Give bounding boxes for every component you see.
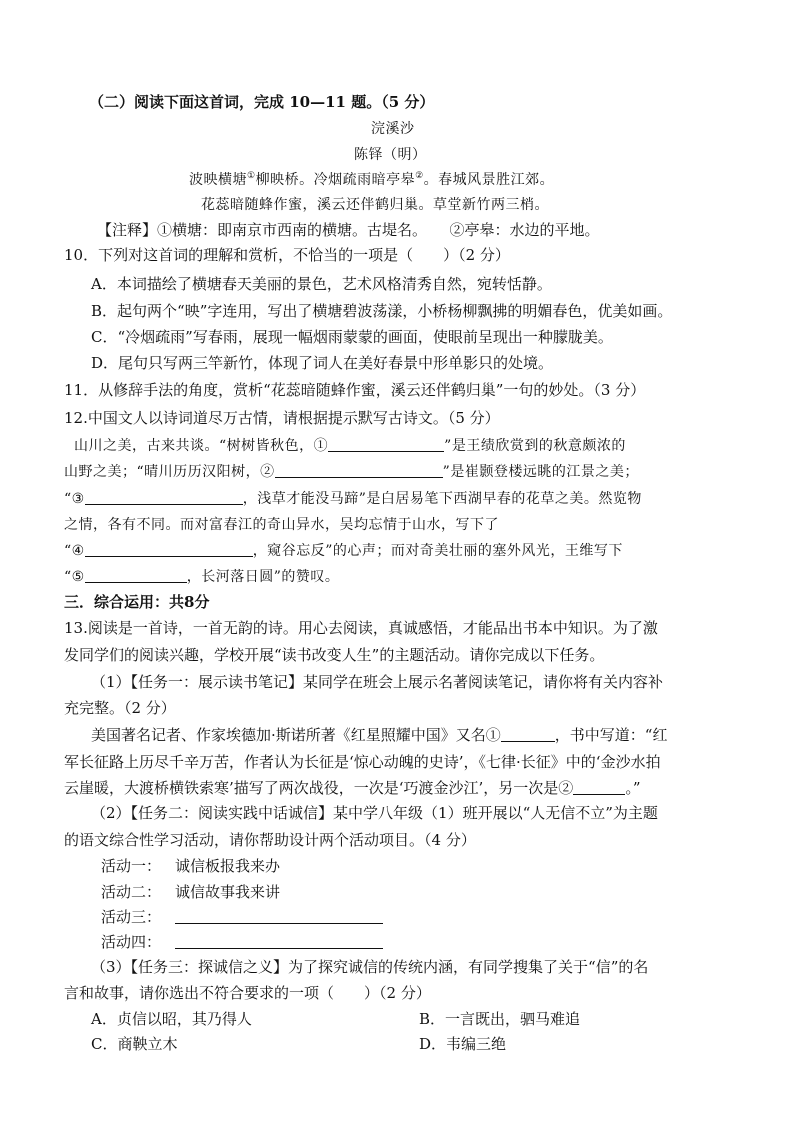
q12-line-1-a: 山川之美，古来共谈。“树树皆秋色，①: [74, 438, 329, 454]
task3-option-d: D．韦编三绝: [419, 1035, 507, 1053]
blank-5[interactable]: [85, 567, 187, 583]
note-2-mark: ②: [415, 171, 424, 181]
q12-line-2: [64, 462, 639, 482]
q12-line-5: [64, 541, 623, 561]
activity-4-blank[interactable]: [175, 933, 383, 949]
task3-line-2: 言和故事，请你选出不符合要求的一项（ ）（2 分）: [64, 984, 431, 1002]
activity-3-label: 活动三：: [101, 908, 162, 926]
q13-line-1: 13.阅读是一首诗，一首无韵的诗。用心去阅读，真诚感悟，才能品出书本中知识。为了激: [64, 619, 658, 637]
q10-option-a: A．本词描绘了横塘春天美丽的景色，艺术风格清秀自然，宛转恬静。: [91, 275, 552, 293]
q12-line-1: [74, 436, 626, 456]
q12-line-3-b: ，浅草才能没马蹄”是白居易笔下西湖早春的花草之美。然览物: [242, 491, 642, 507]
q10-option-c: C．“冷烟疏雨”写春雨，展现一幅烟雨蒙蒙的画面，使眼前呈现出一种朦胧美。: [91, 328, 613, 346]
blank-2[interactable]: [275, 462, 443, 478]
task1-line-2: 充完整。（2 分）: [64, 699, 176, 717]
q12-line-5-b: ，窥谷忘反”的心声；而对奇美壮丽的塞外风光，王维写下: [252, 543, 623, 559]
poem-author: 陈铎（明）: [354, 147, 427, 163]
q12-line-1-b: ”是王绩欣赏到的秋意颇浓的: [444, 438, 626, 454]
q13-line-2: 发同学们的阅读兴趣，学校开展“读书改变人生”的主题活动。请你完成以下任务。: [64, 646, 605, 664]
activity-2-value: 诚信故事我来讲: [175, 883, 281, 901]
poem-line-1: [189, 170, 554, 190]
q12-line-3-a: “③: [64, 491, 85, 507]
q12-line-2-b: ”是崔颢登楼远眺的江景之美；: [442, 464, 639, 480]
activity-3: [101, 907, 383, 927]
blank-1[interactable]: [328, 436, 444, 452]
task1-para-2: 军长征路上历尽千辛万苦，作者认为长征是‘惊心动魄的史诗’，《七律·长征》中的‘金沙水拍: [64, 753, 661, 771]
task1-para-3-b: 。”: [625, 779, 641, 797]
task1-para-1-b: ，书中写道：“红: [554, 726, 668, 744]
poem-line-1-a: 波映横塘: [189, 172, 247, 188]
q12-line-5-a: “④: [64, 543, 85, 559]
task2-line-1: （2）【任务二：阅读实践中话诚信】某中学八年级（1）班开展以“人无信不立”为主题: [91, 804, 658, 822]
task3-option-c: C．商鞅立木: [91, 1035, 178, 1053]
task3-option-a: A．贞信以昭，其乃得人: [91, 1010, 252, 1028]
task1-line-1: （1）【任务一：展示读书笔记】某同学在班会上展示名著阅读笔记，请你将有关内容补: [91, 673, 664, 691]
section-3-header: 三．综合运用：共8分: [64, 593, 210, 611]
blank-task1-1[interactable]: [501, 726, 555, 742]
poem-notes: 【注释】①横塘：即南京市西南的横塘。古堤名。 ②亭皋：水边的平地。: [97, 221, 600, 239]
q10-option-d: D．尾句只写两三竿新竹，体现了词人在美好春景中形单影只的处境。: [91, 354, 554, 372]
q12-stem: 12.中国文人以诗词道尽万古情，请根据提示默写古诗文。（5 分）: [64, 409, 500, 427]
poem-title: 浣溪沙: [371, 121, 415, 137]
q12-line-6-b: ，长河落日圆”的赞叹。: [186, 569, 340, 585]
task3-option-b: B．一言既出，驷马难追: [419, 1010, 581, 1028]
activity-2-label: 活动二：: [101, 883, 162, 901]
activity-1-label: 活动一：: [101, 857, 162, 875]
blank-3[interactable]: [85, 489, 243, 505]
task1-para-3-a: 云崖暖，大渡桥横铁索寒’描写了两次战役，一次是‘巧渡金沙江’，另一次是②: [64, 779, 574, 797]
task1-para-3: [64, 778, 640, 798]
task1-para-1: [91, 725, 667, 745]
poem-line-1-c: 。春城风景胜江郊。: [423, 172, 555, 188]
activity-1: [101, 856, 280, 876]
q12-line-4: 之情，各有不同。而对富春江的奇山异水，吴均忘情于山水，写下了: [64, 517, 499, 533]
activity-4-label: 活动四：: [101, 933, 162, 951]
note-1-mark: ①: [247, 171, 256, 181]
activity-2: [101, 882, 280, 902]
activity-4: [101, 932, 383, 952]
activity-3-blank[interactable]: [175, 908, 383, 924]
q11-stem: 11．从修辞手法的角度，赏析“花蕊暗随蜂作蜜，溪云还伴鹤归巢”一句的妙处。（3 分）: [64, 381, 646, 399]
q12-line-2-a: 山野之美；“晴川历历汉阳树，②: [64, 464, 275, 480]
q12-line-6-a: “⑤: [64, 569, 85, 585]
section-header: （二）阅读下面这首词，完成 10—11 题。（5 分）: [89, 93, 435, 111]
task3-line-1: （3）【任务三：探诚信之义】为了探究诚信的传统内涵，有同学搜集了关于“信”的名: [91, 958, 649, 976]
poem-line-2: 花蕊暗随蜂作蜜，溪云还伴鹤归巢。草堂新竹两三梢。: [201, 197, 549, 213]
poem-line-1-b: 柳映桥。冷烟疏雨暗亭皋: [255, 172, 416, 188]
q12-line-6: [64, 567, 339, 587]
task2-line-2: 的语文综合性学习活动，请你帮助设计两个活动项目。（4 分）: [64, 831, 476, 849]
q12-line-3: [64, 489, 642, 509]
task1-para-1-a: 美国著名记者、作家埃德加·斯诺所著《红星照耀中国》又名①: [91, 726, 501, 744]
q10-option-b: B．起句两个“映”字连用，写出了横塘碧波荡漾，小桥杨柳飘拂的明媚春色，优美如画。: [91, 302, 673, 320]
q10-stem: 10．下列对这首词的理解和赏析，不恰当的一项是（ ）（2 分）: [64, 246, 510, 264]
activity-1-value: 诚信板报我来办: [175, 857, 281, 875]
blank-task1-2[interactable]: [573, 779, 625, 795]
blank-4[interactable]: [85, 541, 253, 557]
